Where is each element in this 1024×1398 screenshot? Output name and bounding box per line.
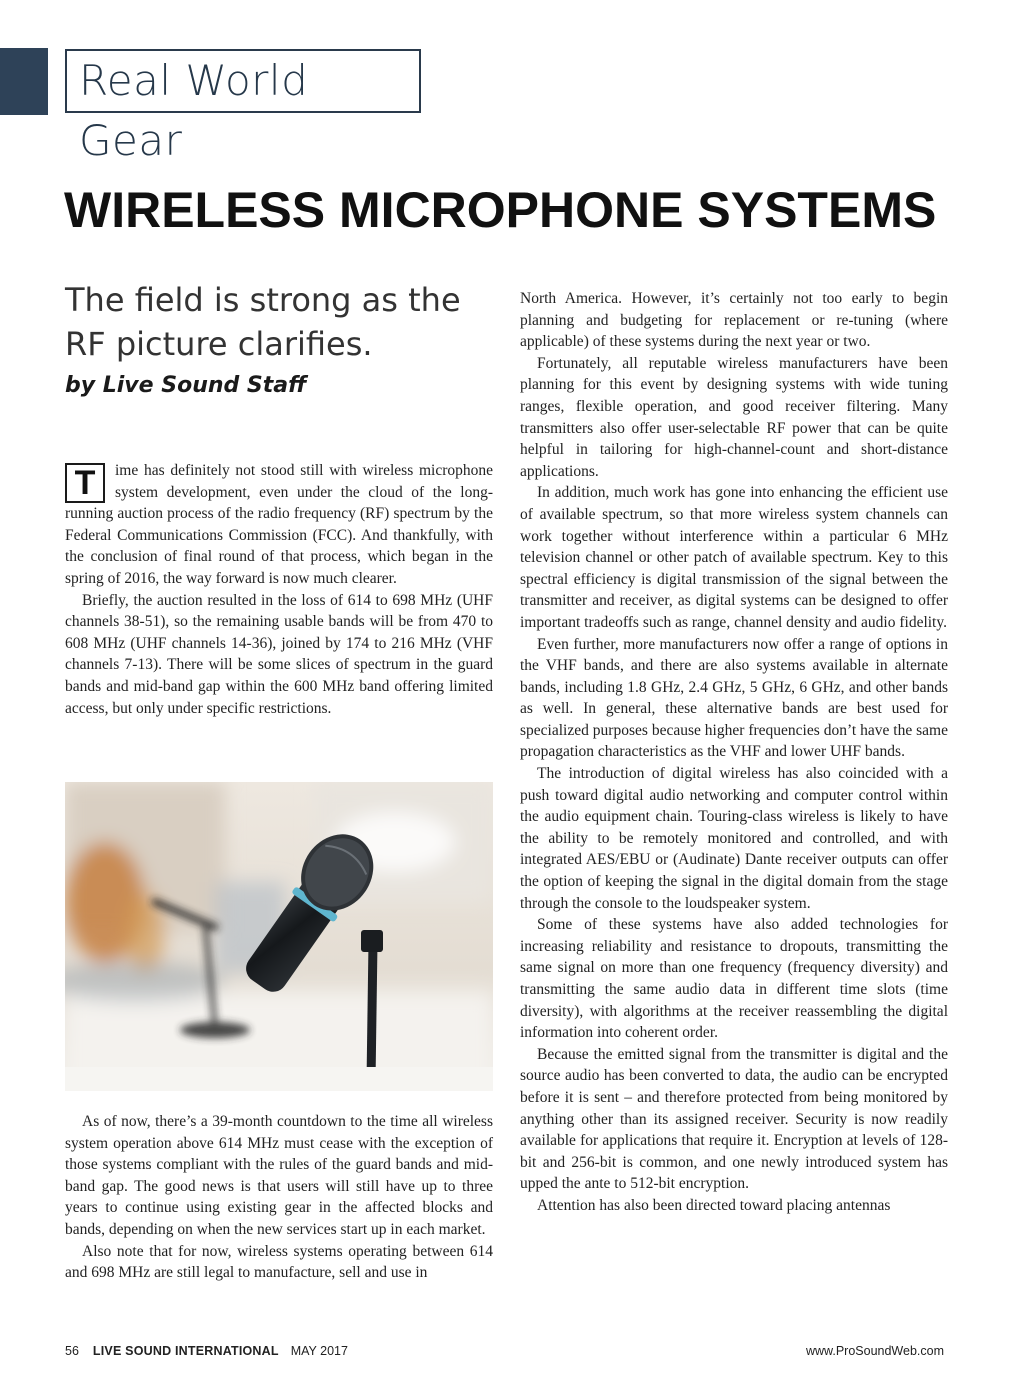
paragraph: The introduction of digital wireless has also coincided with a push toward digital audio networking and computer control within the audio equipment chain. Touring-class wireless is likely to have the ability to be remotely monitored and controlled, and with integrated AES/EBU or (Audinate) Dante receiver outputs can offer the option of keeping the signal in the digital domain from the stage through the console to the loudspeaker system. <box>520 765 948 912</box>
paragraph: Some of these systems have also added technologies for increasing reliability and resistance to dropouts, transmitting the same signal on more than one frequency (frequency diversity) and transmitting the same audio data in different time slots (time diversity), with algorithms at the receiver reassembling the digital information into coherent order. <box>520 916 948 1042</box>
byline: by Live Sound Staff <box>65 373 307 398</box>
paragraph: Also note that for now, wireless systems operating between 614 and 698 MHz are still legal to manufacture, sell and use in <box>65 1242 493 1282</box>
issue-date: MAY 2017 <box>290 1344 348 1358</box>
publication-name: LIVE SOUND INTERNATIONAL <box>92 1344 279 1358</box>
left-column-top <box>65 460 493 719</box>
microphone-photo <box>65 782 493 1091</box>
paragraph-intro <box>65 460 493 590</box>
page-number: 56 <box>65 1344 79 1358</box>
paragraph: In addition, much work has gone into enhancing the efficient use of available spectrum, so that more wireless system channels can work together without interference within a particular 6 MHz television channel or other patch of available spectrum. Key to this spectral efficiency is digital transmission of the signal between the transmitter and receiver, as digital systems can be designed to offer important tradeoffs such as range, channel density and audio fidelity. <box>520 484 948 631</box>
website-link[interactable]: www.ProSoundWeb.com <box>805 1344 944 1358</box>
section-accent-bar <box>0 48 48 115</box>
headline: WIRELESS MICROPHONE SYSTEMS <box>64 182 937 238</box>
microphone-illustration <box>65 782 493 1091</box>
section-label: Real World Gear <box>65 49 421 113</box>
paragraph: Briefly, the auction resulted in the loss of 614 to 698 MHz (UHF channels 38-51), so the remaining usable bands will be from 470 to 608 MHz (UHF channels 14-36), joined by 174 to 216 MHz (VHF channels 7-13). There will be some slices of spectrum in the guard bands and mid-band gap within the 600 MHz band offering limited access, but only under specific restrictions. <box>65 591 493 717</box>
paragraph-intro-text: ime has definitely not stood still with wireless microphone system development, even under the cloud of the long-running auction process of the radio frequency (RF) spectrum by the Federal Communications Commission (FCC). And thankfully, with the conclusion of final round of that process, which began in the spring of 2016, the way forward is now much clearer. <box>65 462 493 587</box>
paragraph: Even further, more manufacturers now offer a range of options in the VHF bands, and there are also systems available in alternate bands, including 1.8 GHz, 2.4 GHz, 5 GHz, 6 GHz, and other bands as well. In general, these alternative bands are best used for specialized purposes because higher frequencies don’t have the same propagation characteristics as the VHF and lower UHF bands. <box>520 635 948 761</box>
deck: The field is strong as the RF picture clarifies. <box>65 281 461 363</box>
drop-cap: T <box>65 463 105 503</box>
paragraph: Because the emitted signal from the transmitter is digital and the source audio has been converted to data, the audio can be encrypted before it is sent – and therefore protected from being monitored by anything other than its assigned receiver. Security is now readily available for applications that require it. Encryption at levels of 128-bit and 256-bit is common, and one newly introduced system has upped the ante to 512-bit encryption. <box>520 1045 948 1193</box>
footer-left <box>65 1344 348 1358</box>
paragraph: Fortunately, all reputable wireless manufacturers have been planning for this event by designing systems with wide tuning ranges, flexible operation, and good receiver filtering. Many transmitters also offer user-selectable RF power that can be quite helpful in tailoring for high-channel-count and short-distance applications. <box>520 354 948 480</box>
left-column-bottom <box>65 1111 493 1284</box>
right-column <box>520 288 948 1217</box>
paragraph: Attention has also been directed toward placing antennas <box>537 1196 891 1214</box>
paragraph: North America. However, it’s certainly not too early to begin planning and budgeting for replacement or re-tuning (where applicable) of these systems during the next year or two. <box>520 290 948 351</box>
paragraph: As of now, there’s a 39-month countdown to the time all wireless system operation above 614 MHz must cease with the exception of those systems compliant with the rules of the guard bands and mid-band gap. The good news is that users will still have up to three years to continue using existing gear in the affected blocks and bands, depending on when the new services start up in each market. <box>65 1113 493 1238</box>
